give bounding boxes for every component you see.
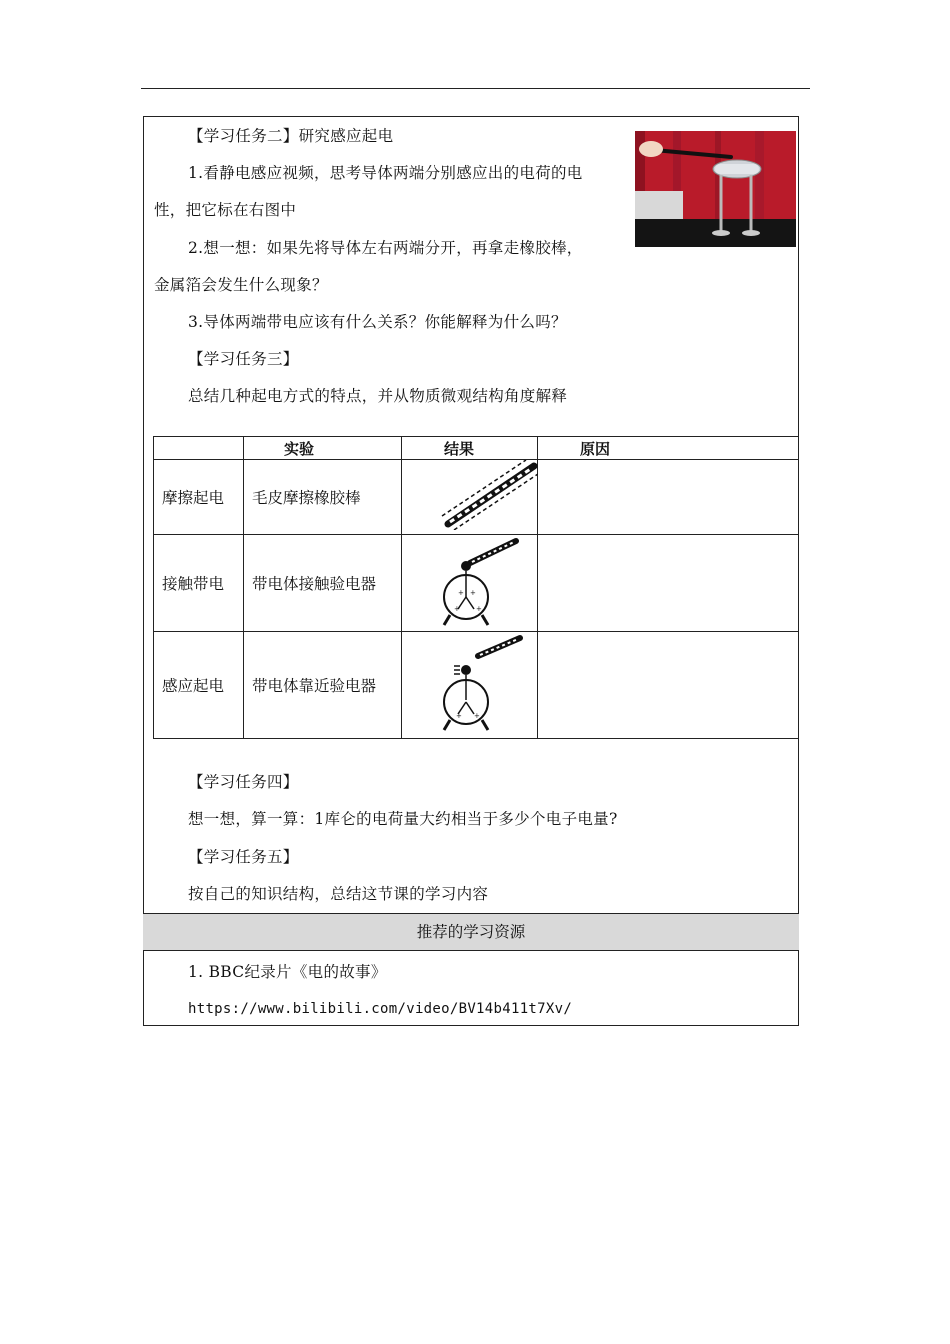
task4-heading: 【学习任务四】 — [188, 773, 299, 791]
reason-cell — [538, 632, 799, 739]
induction-experiment-photo — [635, 131, 796, 247]
task5-instruction: 按自己的知识结构，总结这节课的学习内容 — [188, 885, 489, 903]
header-blank — [154, 437, 244, 460]
method-cell: 接触带电 — [154, 535, 244, 632]
induction-electroscope-diagram — [402, 632, 538, 734]
svg-text:+: + — [456, 712, 462, 720]
reason-cell — [538, 535, 799, 632]
task2-question-2a: 2.想一想：如果先将导体左右两端分开，再拿走橡胶棒， — [188, 239, 583, 257]
charged-rod-diagram — [402, 460, 538, 530]
table-row — [154, 632, 799, 739]
header-rule — [141, 88, 810, 89]
result-cell — [402, 535, 538, 632]
contact-electroscope-diagram — [402, 535, 538, 627]
task2-question-3: 3.导体两端带电应该有什么关系？你能解释为什么吗？ — [188, 313, 567, 331]
reason-cell — [538, 460, 799, 535]
result-cell — [402, 632, 538, 739]
svg-text:+: + — [474, 712, 480, 720]
svg-text:+: + — [470, 589, 476, 597]
svg-text:+: + — [454, 605, 460, 613]
table-header-row — [154, 437, 799, 460]
header-result: 结果 — [402, 437, 538, 460]
task2-question-1b: 性，把它标在右图中 — [154, 201, 297, 219]
table-row — [154, 535, 799, 632]
task5-heading: 【学习任务五】 — [188, 848, 299, 866]
table-row — [154, 460, 799, 535]
svg-text:+: + — [458, 589, 464, 597]
task3-instruction: 总结几种起电方式的特点，并从物质微观结构角度解释 — [188, 387, 568, 405]
resource-item-1: 1. BBC纪录片《电的故事》 — [188, 963, 387, 981]
result-cell — [402, 460, 538, 535]
task4-question: 想一想，算一算：1库仑的电荷量大约相当于多少个电子电量? — [188, 810, 618, 828]
task2-question-2b: 金属箔会发生什么现象？ — [154, 276, 328, 294]
resource-link[interactable]: https://www.bilibili.com/video/BV14b411t7Xv/ — [188, 1001, 573, 1017]
experiment-cell: 毛皮摩擦橡胶棒 — [244, 460, 402, 535]
task3-heading: 【学习任务三】 — [188, 350, 299, 368]
experiment-cell: 带电体接触验电器 — [244, 535, 402, 632]
header-reason: 原因 — [538, 437, 799, 460]
resources-title-bar: 推荐的学习资源 — [143, 913, 799, 951]
method-cell: 感应起电 — [154, 632, 244, 739]
header-experiment: 实验 — [244, 437, 402, 460]
task2-heading: 【学习任务二】研究感应起电 — [188, 127, 394, 145]
method-cell: 摩擦起电 — [154, 460, 244, 535]
charging-methods-table — [153, 436, 799, 739]
task2-question-1a: 1.看静电感应视频，思考导体两端分别感应出的电荷的电 — [188, 164, 583, 182]
experiment-cell: 带电体靠近验电器 — [244, 632, 402, 739]
svg-text:+: + — [476, 605, 482, 613]
